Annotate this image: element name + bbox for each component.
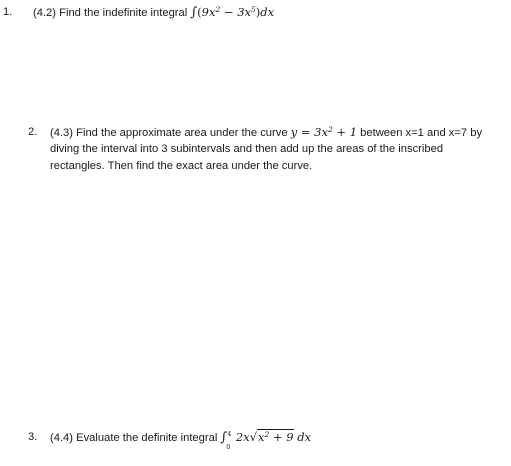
problem-1-number: 1.: [3, 6, 13, 18]
problem-2-text-after: between x=1 and x=7 by: [360, 127, 483, 139]
lower-limit: 0: [226, 443, 231, 451]
problem-3-section: (4.4): [50, 432, 74, 444]
problem-2-section: (4.3): [50, 127, 74, 139]
problem-2-line-3: rectangles. Then find the exact area under the curve.: [50, 160, 313, 172]
problem-3-body: [50, 429, 312, 451]
problem-2-line-1: [50, 124, 482, 142]
problem-3-text: Evaluate the definite integral: [76, 432, 218, 444]
problem-1-expression: $\int(9x^2 - 3x^5)dx$: [190, 5, 275, 20]
problem-1-body: [33, 4, 274, 22]
problem-3-expression: ∫ 4 0 $2x√x^2 + 9$ dx: [220, 430, 311, 444]
problem-1-text: Find the indefinite integral: [59, 7, 188, 19]
problem-2-expression: $y = 3x^2 + 1$: [290, 125, 358, 139]
upper-limit: 4: [227, 430, 232, 438]
problem-2-line-2: diving the interval into 3 subintervals and then add up the areas of the inscribed: [50, 143, 444, 155]
problem-3-number: 3.: [28, 431, 38, 443]
problem-2-number: 2.: [28, 126, 38, 138]
problem-2-text: Find the approximate area under the curve: [76, 127, 288, 139]
problem-1-section: (4.2): [33, 7, 57, 19]
